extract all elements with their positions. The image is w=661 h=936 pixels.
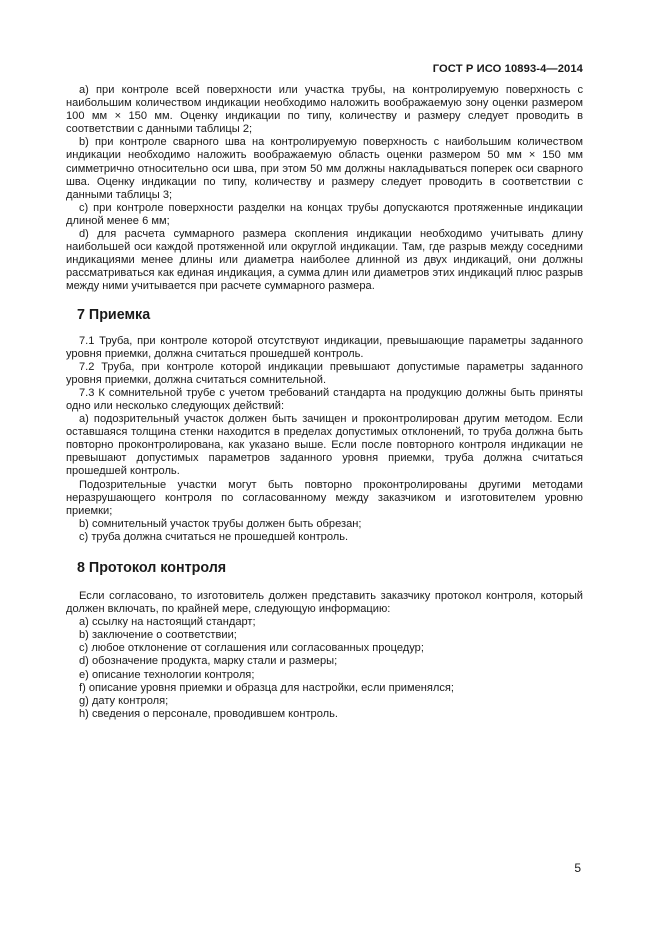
report-item: e) описание технологии контроля;	[79, 668, 255, 681]
clause-7-2: 7.2 Труба, при контроле которой индикации превышают допустимые параметры заданного уровня приемки, должна считаться сомнительной.	[66, 360, 583, 386]
item-a-evaluation-zone: a) при контроле всей поверхности или участка трубы, на контролируемую поверхность с наибольшим количеством индикации необходимо наложить воображаемую зону оценки размером 100 мм × 150 мм. Оценку индикации по типу, количеству и размеру следует проводить в соответствии с данными таблицы 2;	[66, 84, 583, 136]
page-content	[66, 84, 583, 721]
report-item: c) любое отклонение от соглашения или согласованных процедур;	[79, 642, 424, 655]
report-item: d) обозначение продукта, марку стали и размеры;	[79, 655, 338, 668]
clause-7-3-a: a) подозрительный участок должен быть зачищен и проконтролирован другим методом. Если оставшаяся толщина стенки находится в пределах допустимых отклонений, то труба должна быть повторно проконтролирована, как указано выше. Если после повторного контроля индикации не превышают допустимых параметров заданного уровня приемки, труба должна считаться прошедшей контроль.	[66, 413, 583, 478]
report-item: b) заключение о соответствии;	[79, 629, 237, 642]
page-number: 5	[574, 861, 581, 875]
section-8-heading: 8 Протокол контроля	[77, 560, 227, 576]
report-item: a) ссылку на настоящий стандарт;	[79, 616, 256, 629]
section-7-heading: 7 Приемка	[77, 306, 151, 323]
clause-7-3-c: c) труба должна считаться не прошедшей контроль.	[79, 530, 349, 543]
report-item: g) дату контроля;	[79, 694, 169, 707]
report-item: f) описание уровня приемки и образца для настройки, если применялся;	[79, 681, 455, 694]
clause-7-3: 7.3 К сомнительной трубе с учетом требований стандарта на продукцию должны быть приняты одно или несколько следующих действий:	[66, 386, 583, 412]
section-8-intro: Если согласовано, то изготовитель должен представить заказчику протокол контроля, который должен включать, по крайней мере, следующую информацию:	[66, 590, 583, 616]
item-d-cluster-size: d) для расчета суммарного размера скопления индикации необходимо учитывать длину наибольшей оси каждой протяженной или округлой индикации. Там, где разрыв между соседними индикациями менее длины или диаметра наиболее длинной из двух индикаций, они должны рассматриваться как единая индикация, а сумма длин или диаметров этих индикаций плюс разрыв между ними учитывается при расчете суммарного размера.	[66, 228, 583, 293]
item-b-weld-evaluation: b) при контроле сварного шва на контролируемую поверхность с наибольшим количеством индикации необходимо наложить воображаемую область оценки размером 50 мм × 150 мм симметрично относительно оси шва, при этом 50 мм должны накладываться поперек оси сварного шва. Оценку индикации по типу, количеству и размеру следует проводить в соответствии с данными таблицы 3;	[66, 136, 583, 201]
clause-7-1: 7.1 Труба, при контроле которой отсутствуют индикации, превышающие параметры заданного уровня приемки, должна считаться прошедшей контроль.	[66, 334, 583, 360]
clause-7-3-b: b) сомнительный участок трубы должен быть обрезан;	[79, 517, 362, 530]
document-header: ГОСТ Р ИСО 10893-4—2014	[432, 63, 583, 75]
clause-7-3-a-note: Подозрительные участки могут быть повторно проконтролированы другими методами неразрушающего контроля по согласованному между заказчиком и изготовителем уровню приемки;	[66, 478, 583, 517]
report-item: h) сведения о персонале, проводившем контроль.	[79, 707, 338, 720]
item-c-bevel-surface: c) при контроле поверхности разделки на концах трубы допускаются протяженные индикации длиной менее 6 мм;	[66, 201, 583, 227]
